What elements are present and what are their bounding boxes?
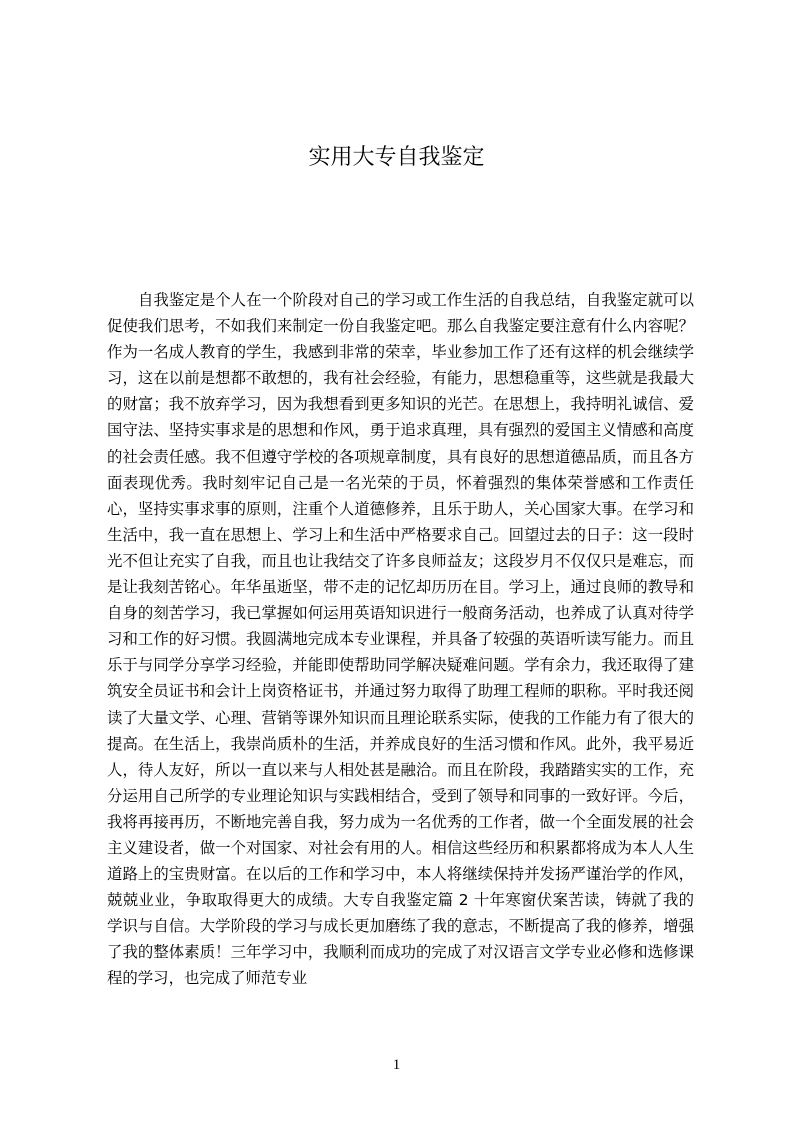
page-number: 1 <box>392 1057 401 1073</box>
document-title: 实用大专自我鉴定 <box>308 145 485 170</box>
body-paragraph: 自我鉴定是个人在一个阶段对自己的学习或工作生活的自我总结，自我鉴定就可以促使我们思考，不如我们来制定一份自我鉴定吧。那么自我鉴定要注意有什么内容呢？作为一名成人教育的学生，我感到非常的荣幸，毕业参加工作了还有这样的机会继续学习，这在以前是想都不敢想的，我有社会经验，有能力，思想稳重等，这些就是我最大的财富；我不放弃学习，因为我想看到更多知识的光芒。在思想上，我持明礼诚信、爱国守法、坚持实事求是的思想和作风，勇于追求真理，具有强烈的爱国主义情感和高度的社会责任感。我不但遵守学校的各项规章制度，具有良好的思想道德品质，而且各方面表现优秀。我时刻牢记自己是一名光荣的于员，怀着强烈的集体荣誉感和工作责任心，坚持实事求事的原则，注重个人道德修养，且乐于助人，关心国家大事。在学习和生活中，我一直在思想上、学习上和生活中严格要求自己。回望过去的日子：这一段时光不但让充实了自我，而且也让我结交了许多良师益友；这段岁月不仅仅只是难忘，而是让我刻苦铭心。年华虽逝坚，带不走的记忆却历历在目。学习上，通过良师的教导和自身的刻苦学习，我已掌握如何运用英语知识进行一般商务活动，也养成了认真对待学习和工作的好习惯。我圆满地完成本专业课程，并具备了较强的英语听读写能力。而且乐于与同学分享学习经验，并能即使帮助同学解决疑难问题。学有余力，我还取得了建筑安全员证书和会计上岗资格证书，并通过努力取得了助理工程师的职称。平时我还阅读了大量文学、心理、营销等课外知识而且理论联系实际，使我的工作能力有了很大的提高。在生活上，我崇尚质朴的生活，并养成良好的生活习惯和作风。此外，我平易近人，待人友好，所以一直以来与人相处甚是融洽。而且在阶段，我踏踏实实的工作，充分运用自己所学的专业理论知识与实践相结合，受到了领导和同事的一致好评。今后，我将再接再历，不断地完善自我，努力成为一名优秀的工作者，做一个全面发展的社会主义建设者，做一个对国家、对社会有用的人。相信这些经历和积累都将成为本人人生道路上的宝贵财富。在以后的工作和学习中，本人将继续保持并发扬严谨治学的作风，兢兢业业，争取取得更大的成绩。大专自我鉴定篇 2 十年寒窗伏案苦读，铸就了我的学识与自信。大学阶段的学习与成长更加磨练了我的意志，不断提高了我的修养，增强了我的整体素质！三年学习中，我顺利而成功的完成了对汉语言文学专业必修和选修课程的学习，也完成了师范专业 <box>107 291 694 988</box>
